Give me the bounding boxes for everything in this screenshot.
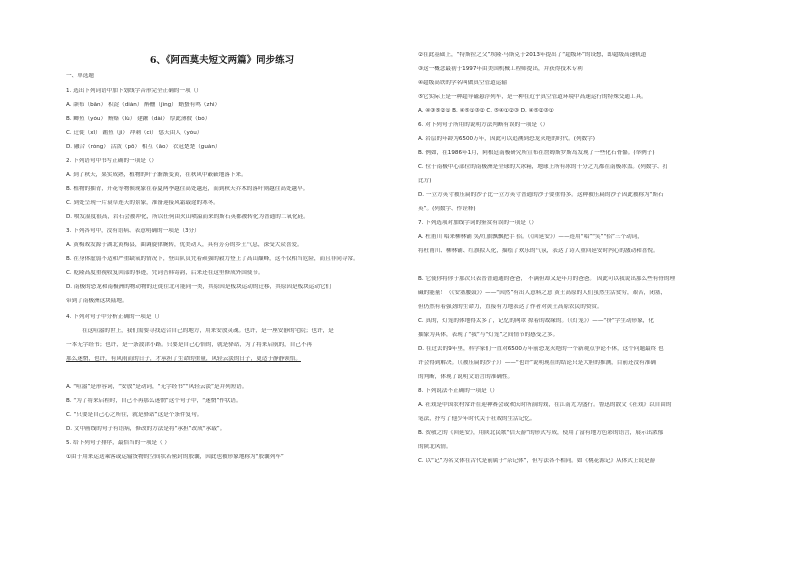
left-line: C. 到处呈现一片衰草连天的景象，准备迎接风霜载途的寒冬。 xyxy=(66,200,219,206)
left-line: A. 颌布（bān） 积淀（diàn） 醉醺（jìng） 蜡蝥有鸣（zhì） xyxy=(66,102,221,108)
left-line: B. 植物的抽青，开花等物候现象在春夏两季越往高处越迟，而到秋天乔木的落叶则越往高处越早。 xyxy=(66,186,309,192)
right-line: B. 贺敬之的《回延安》，用陕北民歌“信天游”的形式写成，使用了富有地方色彩的语言，展示出浓郁 xyxy=(418,430,664,436)
left-line: 4. 下列对句子中分析正确的一项是（） xyxy=(66,314,163,320)
left-line: 1. 选出下列词语中加下划线字音形完全正确的一项（） xyxy=(66,88,202,94)
right-line: 但仍然有着强劲的生命力，直接有力地表达了作者对黄土高原农民的赞赏。 xyxy=(418,304,603,310)
right-line: B. 例如，在1986年1月，阿根廷南极研究所宣布在詹姆斯罗斯岛发现了一些化石骨骼。(举例子) xyxy=(418,150,655,156)
right-line: A. 杜甫川 唱来柳林铺 笑/红旗飘飘把手 招。（《回延安》）——连用“唱”“笑”“招”三个动词， xyxy=(418,234,643,240)
right-line: 的判断，体现了说明文语言的准确性。 xyxy=(418,374,514,380)
passage-line: 那么迷惘，也许，有风雨而的日子，才承担了生命的重量，风轻云淡的日子，更适于静静领悟。 xyxy=(66,356,301,362)
right-line: ④超级高铁的学名叫做真空管道运输 xyxy=(418,80,507,86)
left-line: D. 文中画线的句子有语病，修改的方法是将“承担”改成“承载”。 xyxy=(66,426,226,432)
right-line: 的陕北风情。 xyxy=(418,444,452,450)
left-line: A. “喧嚣”是形容词，“安放”是动词，“无字经书”“风轻云淡”是并列短语。 xyxy=(66,384,248,390)
left-line: D. 南极的恐龙和南极洲的物动物的迁徙往北可能同一类，其原因是板块运动的迁移，其原因是板块运动它们 xyxy=(66,284,332,290)
left-line: C. “只要是自己心之所往，就是驿站”这是个条件复句。 xyxy=(66,412,203,418)
left-line: ①由于用来运送乘客或运输货物的空间状若密封的胶囊，因此也被形象地称为“胶囊列车” xyxy=(66,454,284,460)
right-line: 6. 对下列句子所用的说明方法判断有误的一项是（） xyxy=(418,122,549,128)
right-line: 比方) xyxy=(418,178,432,184)
left-line: A. 黄梅戏发源于湖北黄梅县，曲调旋律婉转，优美动人，具有芳芬的乡土气息，深受大众喜爱。 xyxy=(66,242,303,248)
right-line: A. ④③⑤②① B. ④⑤①③② C. ⑤④①②③ D. ④⑤②③① xyxy=(418,108,554,114)
right-line: C. 位于南极中心部位的南极洲是全球的大冰箱，地球上所有冰的十分之九都在南极冰盖。(列数字、打 xyxy=(418,164,669,170)
right-line: D. 一立方英寸被压扁的沙子比一立方英寸普通的沙子要重得多。这种被压扁的沙子因此被称为“斯石 xyxy=(418,192,664,198)
right-line: B. 它使你将你于那次只表普普通通的爸爸， 不满但却又是年月的爸爸。 因此可以我说出那么些有骨的理 xyxy=(418,276,676,282)
right-line: 英”。(列数字、作诠释) xyxy=(418,206,476,212)
passage-line: 一本无字经书；也许，是一条波津小路。只要是自己心怡的，就是驿站，为了将来启航的，自己不再 xyxy=(66,342,313,348)
right-line: 碱的能量！（《安塞腰鼓》）——“因然”有出人意料之意 黄土高原的人们虽然生活贫穷，艰苦，闭塞， xyxy=(418,290,667,296)
right-line: A. 岩层的年龄为6500万年，因此可以追溯到恐龙灭绝的时代。(列数字) xyxy=(418,136,595,142)
right-line: A. 社戏是中国农村常许在迎神赛会或欢庆时所演的戏，在江南尤为盛行。鲁迅的散文《社戏》以自由的 xyxy=(418,402,672,408)
right-line: C. 以“记”为名文体在古代是前属于“杂记体”，但写法各不相同。如《桃花源记》从体式上说是游 xyxy=(418,458,656,464)
left-line: 带到了南极洲这块陆地。 xyxy=(66,298,128,304)
left-line: C. 迁徙（xǐ） 鹬鱼（jì） 冲刺（cì） 惩天由人（yóu） xyxy=(66,130,203,136)
right-line: C. 真的，灯笼的体地得太多了，记忆的网罩 掠着的故缘的。（《灯笼》）——“挤”字生动形象，化 xyxy=(418,318,654,324)
left-line: 5. 给下列句子排序，最恰当的一项是（ ） xyxy=(66,440,170,446)
left-line: A. 到了秋天，果实成熟，植物的叶子渐渐变黄，在秋风中簌簌地落下来。 xyxy=(66,172,247,178)
left-line: B. 鲫鱼（yóu） 贿赂（lù） 建鍬（dài） 厚此薄彼（bó） xyxy=(66,116,211,122)
document-title: 6、《阿西莫夫短文两篇》同步练习 xyxy=(149,55,295,66)
left-line: B. 在身体虚弱不适和严重缺氧的情况下，登山队员凭着顽强的毅力登上了高山巅峰，这不仅相当危险，而且非同寻常。 xyxy=(66,256,359,262)
left-line: D. 融合（róng） 活泼（pō） 相互（āo） 衣冠楚楚（guàn） xyxy=(66,144,221,150)
right-line: ③这一概念最初于1997年由美国机械工程师提出，并获得技术专利 xyxy=(418,66,583,72)
left-line: B. “为了将来启程时，自己不再那么迷惘”这个句子中，“迷惘”作状语。 xyxy=(66,398,242,404)
right-line: 抽象为具体，表现了“我”与“灯笼”之间情节的感受之多。 xyxy=(418,332,559,338)
left-line: 2. 下列语句中书写正确的一项是（） xyxy=(66,158,158,164)
left-line: 3. 下列各句中，没有语病、表意明确的一项是（3分） xyxy=(66,228,200,234)
right-line: 笔法，抒写了他少年时代关于社戏的生活记忆。 xyxy=(418,416,536,422)
passage-line: 在这喧嚣的世上，我们需要寻找适合自己的地方，用来安放灵魂。也许，是一座安静的宅院；也许，是 xyxy=(82,328,334,334)
left-line: D. 喷发湿度很高，岩石会被冲化，所以任何由火山喷溢而来的斯石英都被转化为普通的二氧化硅。 xyxy=(66,214,309,220)
section-heading: 一、单选题 xyxy=(66,73,94,79)
right-line: 8. 下列说法不正确的一项是（） xyxy=(418,388,498,394)
right-line: 7. 下列选项对加线字词的鉴赏有误的一项是（） xyxy=(418,220,537,226)
right-line: D. 在过去的9年里，科学家们一直对6500万年前恐龙灭绝的一个新观点争论不休，这个问题最终 也 xyxy=(418,346,664,352)
left-line: C. 乾隆高度重视收复回部的事迹，凭词吾韩寄韵，后来还在这里修成外国使节。 xyxy=(66,270,264,276)
right-line: ⑤它实际上是一种超导磁悬浮列车，是一种在近乎真空管道环境中高速运行的特殊交通工具。 xyxy=(418,94,647,100)
right-line: 将杜甫川、柳林铺、红旗拟人化，描绘了欢乐的气氛，表达了诗人重回延安时内心的激动和喜悦。 xyxy=(418,248,659,254)
right-line: ②在此基础上，“特斯拉之父”埃隆·马斯克于2013年提出了“超级环”的设想，即超级高速轨道 xyxy=(418,52,647,58)
right-line: 许会得到解决。（《被压扁的沙子》）——“也许”说明现在的结论只是大胆的推测，目前还没有准确 xyxy=(418,360,656,366)
